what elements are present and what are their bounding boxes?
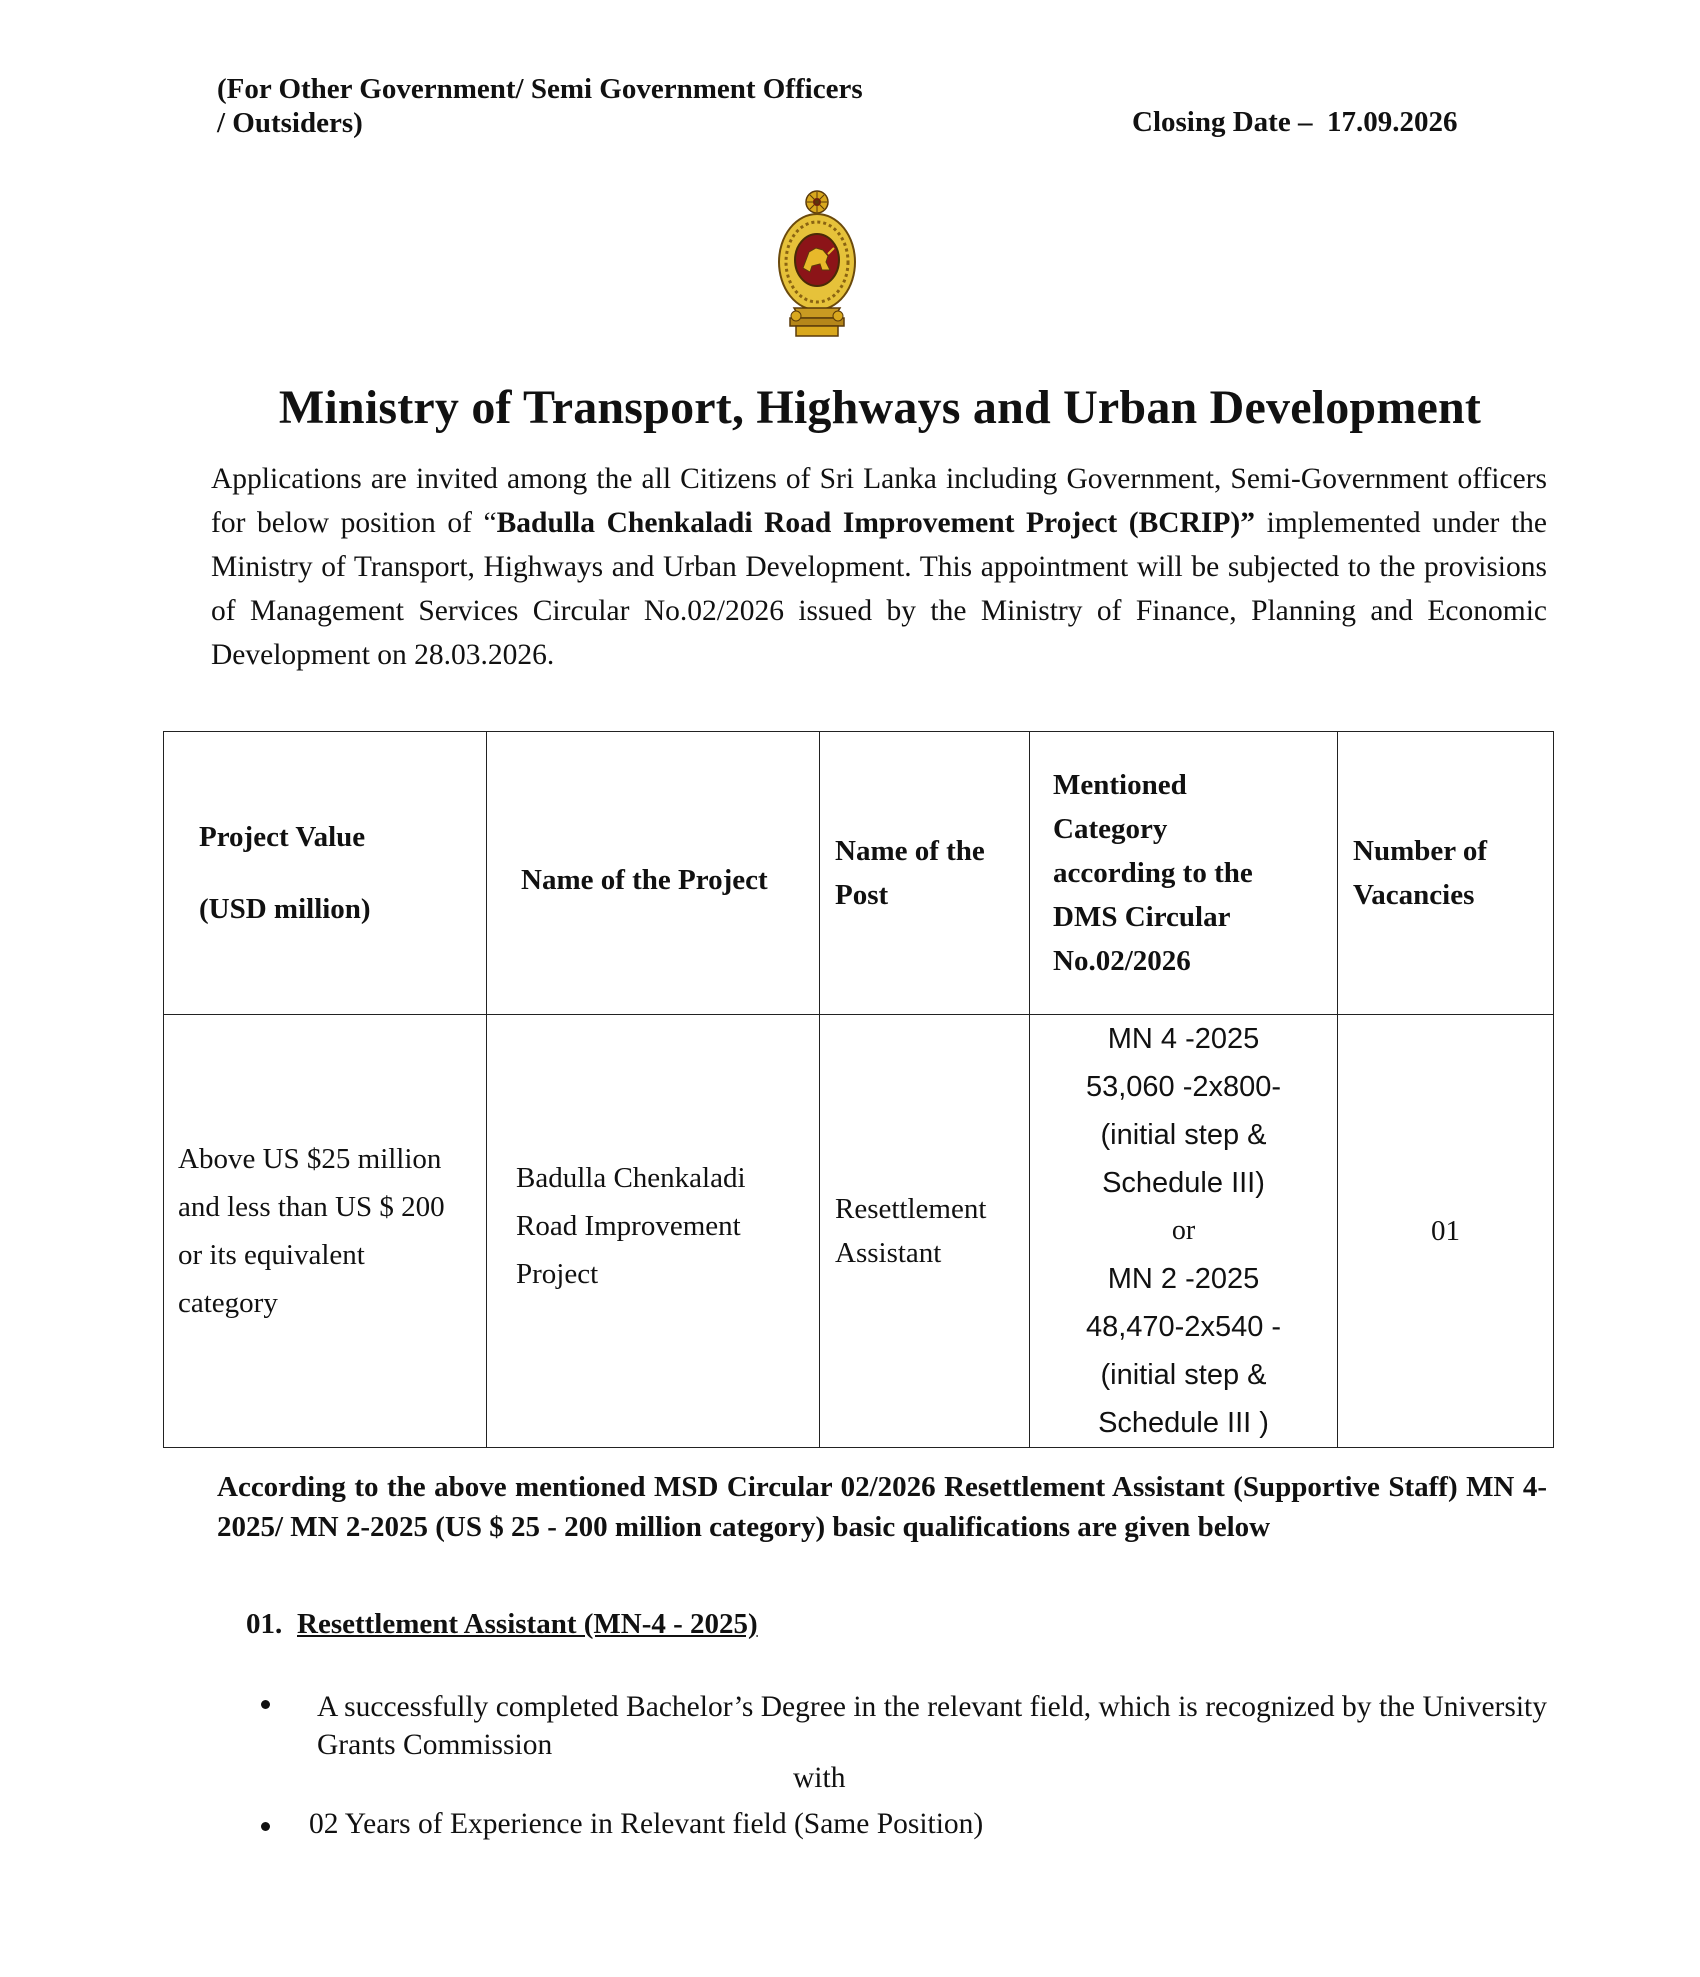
header-vacancies [1338, 732, 1554, 1015]
header-vacancies-line-1: Number of [1353, 835, 1487, 867]
cell-project-name-text: Badulla Chenkaladi Road Improvement Project [516, 1162, 746, 1290]
category-line: (initial step & [1100, 1359, 1267, 1391]
cell-post [820, 1015, 1030, 1448]
header-category-text: Mentioned Category according to the DMS Circular No.02/2026 [1053, 769, 1253, 977]
bullet-icon [261, 1700, 270, 1709]
table-header-row [164, 732, 1554, 1015]
project-name-bold: Badulla Chenkaladi Road Improvement Project (BCRIP)” [496, 507, 1255, 539]
cell-project-value-text: Above US $25 million and less than US $ 200 or its equivalent category [178, 1143, 445, 1319]
category-line: (initial step & [1100, 1119, 1267, 1151]
closing-date [1132, 106, 1457, 139]
category-line: Schedule III) [1102, 1167, 1265, 1199]
cell-vacancies [1338, 1015, 1554, 1448]
qualifications-heading: According to the above mentioned MSD Circular 02/2026 Resettlement Assistant (Supportive Staff) MN 4-2025/ MN 2-2025 (US $ 25 - 200 million category) basic qualifications are given below [217, 1471, 1547, 1543]
header-category [1030, 732, 1338, 1015]
cell-project-value [164, 1015, 487, 1448]
bullet-icon [261, 1822, 270, 1831]
sri-lanka-national-emblem-icon [776, 190, 858, 340]
intro-text-part-2: implemented under the Ministry of Transport, Highways and Urban Development. This appointment will be subjected to the provisions of Management Services Circular No.02/2026 issued by the Ministry of Finance, Planning and Economic Development on 28.03.2026. [211, 507, 1547, 671]
closing-date-label: Closing Date – [1132, 106, 1313, 138]
header-vacancies-line-2: Vacancies [1353, 879, 1475, 911]
category-line: MN 4 -2025 [1107, 1023, 1260, 1055]
page-title: Ministry of Transport, Highways and Urban Development [278, 381, 1482, 434]
header-project-value-line-2: (USD million) [199, 893, 371, 925]
qualification-item-1: A successfully completed Bachelor’s Degree in the relevant field, which is recognized by the University Grants Commission [317, 1691, 1547, 1761]
header-post [820, 732, 1030, 1015]
cell-vacancies-text: 01 [1431, 1215, 1460, 1247]
category-line: Schedule III ) [1098, 1407, 1269, 1439]
intro-paragraph [211, 457, 1547, 677]
closing-date-value: 17.09.2026 [1326, 106, 1458, 138]
vacancy-table [163, 731, 1554, 1448]
header-project-name-text: Name of the Project [521, 864, 768, 896]
category-line: or [1171, 1215, 1196, 1246]
intro-text-part-1: Applications are invited among the all Citizens of Sri Lanka including Government, Semi-Government officers for below position of “ [211, 463, 1547, 539]
table-row [164, 1015, 1554, 1448]
header-post-line-2: Post [835, 879, 889, 911]
header-post-line-1: Name of the [835, 835, 985, 867]
section-title: Resettlement Assistant (MN-4 - 2025) [297, 1608, 758, 1640]
section-number: 01. [246, 1608, 283, 1640]
category-line: MN 2 -2025 [1107, 1263, 1260, 1295]
audience-line-1: (For Other Government/ Semi Government Officers [217, 73, 863, 105]
audience-line-2: / Outsiders) [217, 107, 363, 139]
category-line: 53,060 -2x800- [1085, 1071, 1282, 1103]
category-line: 48,470-2x540 - [1085, 1311, 1282, 1343]
header-project-value [164, 732, 487, 1015]
header-project-value-line-1: Project Value [199, 821, 366, 853]
qualification-item-2: 02 Years of Experience in Relevant field (Same Position) [309, 1808, 984, 1840]
header-project-name [487, 732, 820, 1015]
cell-category [1030, 1015, 1338, 1448]
qualification-connector: with [793, 1762, 846, 1794]
cell-post-text: Resettlement Assistant [835, 1193, 987, 1269]
cell-project-name [487, 1015, 820, 1448]
audience-note [217, 72, 863, 140]
